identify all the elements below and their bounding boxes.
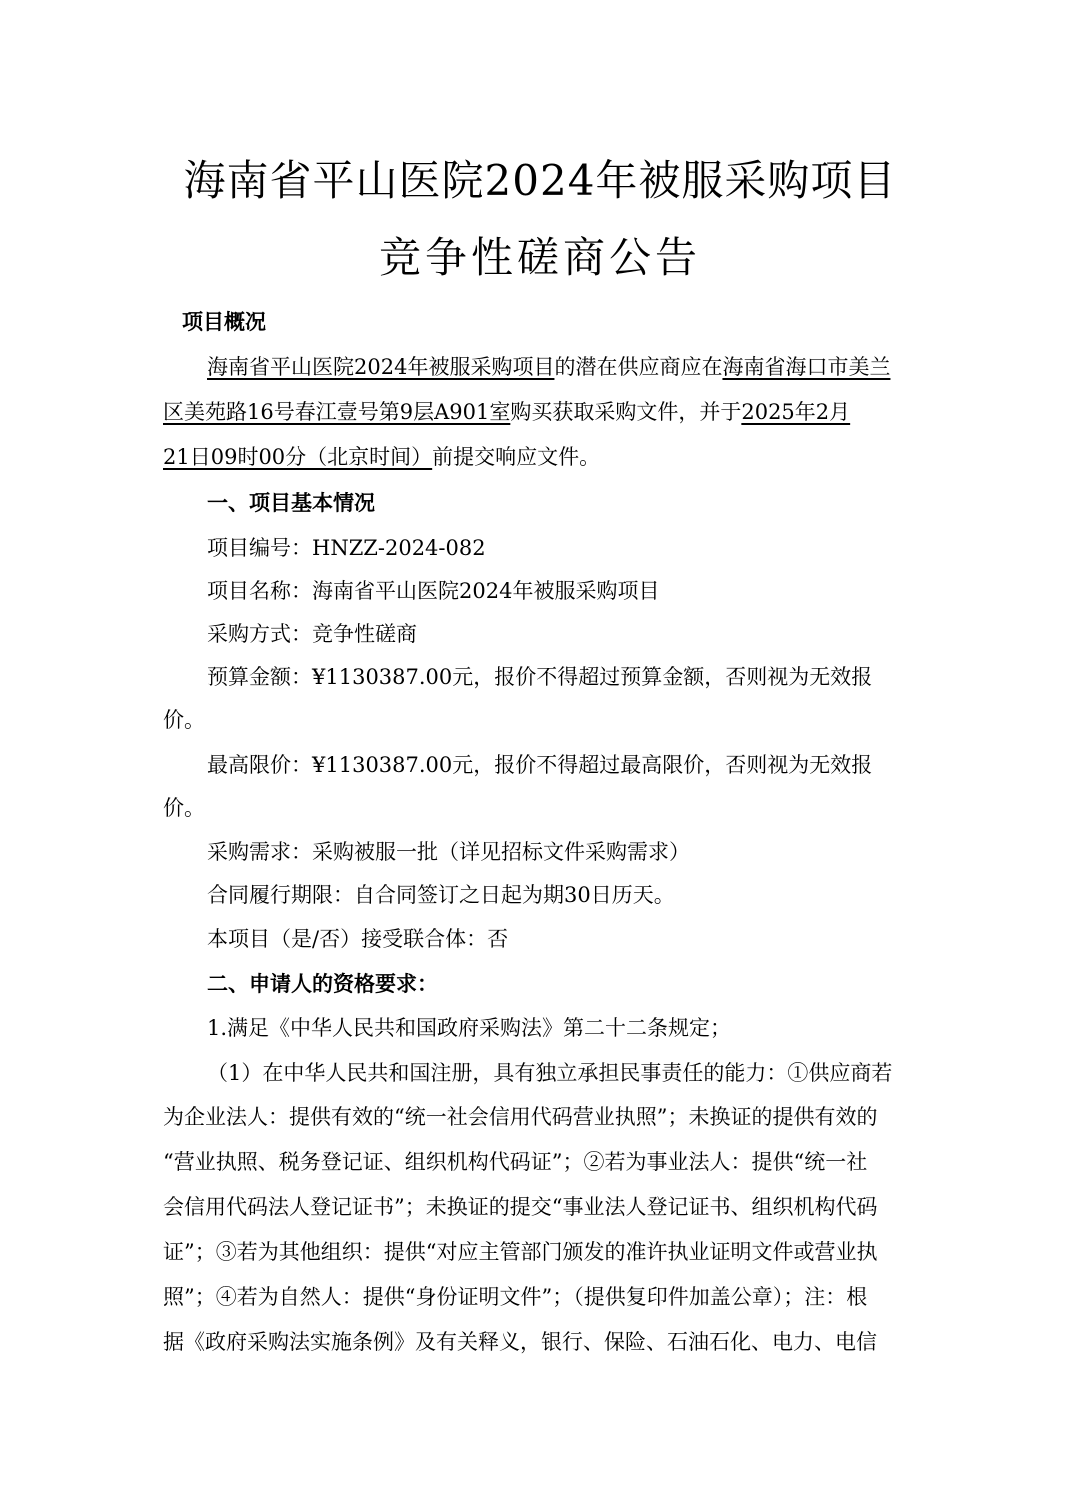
- max-price-line2: 价。: [163, 796, 205, 820]
- requirement-paragraph-line: 为企业法人：提供有效的“统一社会信用代码营业执照”；未换证的提供有效的: [163, 1105, 878, 1129]
- deadline-underlined-cont: 21日09时00分（北京时间）: [163, 445, 433, 469]
- requirement-paragraph-line: （1）在中华人民共和国注册，具有独立承担民事责任的能力：①供应商若: [207, 1061, 893, 1085]
- project-name: 项目名称：海南省平山医院2024年被服采购项目: [207, 579, 660, 603]
- requirement-paragraph-line: “营业执照、税务登记证、组织机构代码证”；②若为事业法人：提供“统一社: [163, 1150, 868, 1174]
- procurement-method: 采购方式：竞争性磋商: [207, 622, 417, 646]
- overview-paragraph-line2: [163, 397, 850, 427]
- address-underlined-cont: 区美苑路16号春江壹号第9层A901室: [163, 400, 511, 424]
- project-name-underlined: 海南省平山医院2024年被服采购项目: [207, 355, 555, 379]
- budget-line1: 预算金额：¥1130387.00元，报价不得超过预算金额，否则视为无效报: [207, 665, 873, 689]
- requirement-paragraph-line: 证”；③若为其他组织：提供“对应主管部门颁发的准许执业证明文件或营业执: [163, 1240, 878, 1264]
- project-number: 项目编号：HNZZ-2024-082: [207, 536, 486, 560]
- address-underlined: 海南省海口市美兰: [722, 355, 891, 379]
- overview-heading: 项目概况: [182, 310, 266, 334]
- budget-line2: 价。: [163, 708, 205, 732]
- overview-text: 购买获取采购文件，并于: [510, 400, 742, 424]
- consortium-accepted: 本项目（是/否）接受联合体：否: [207, 927, 509, 951]
- requirement-item1: 1.满足《中华人民共和国政府采购法》第二十二条规定；: [207, 1016, 732, 1040]
- overview-paragraph-line1: [207, 352, 890, 382]
- requirement-paragraph-line: 据《政府采购法实施条例》及有关释义，银行、保险、石油石化、电力、电信: [163, 1330, 877, 1354]
- document-title-line2: 竞争性磋商公告: [378, 233, 701, 282]
- overview-text: 的潜在供应商应在: [554, 355, 723, 379]
- overview-text: 前提交响应文件。: [432, 445, 601, 469]
- procurement-demand: 采购需求：采购被服一批（详见招标文件采购需求）: [207, 840, 690, 864]
- contract-period: 合同履行期限：自合同签订之日起为期30日历天。: [207, 883, 675, 907]
- section1-heading: 一、项目基本情况: [207, 491, 375, 515]
- section2-heading: 二、申请人的资格要求：: [207, 972, 438, 996]
- requirement-paragraph-line: 会信用代码法人登记证书”；未换证的提交“事业法人登记证书、组织机构代码: [163, 1195, 878, 1219]
- overview-paragraph-line3: [163, 442, 600, 472]
- deadline-underlined: 2025年2月: [741, 400, 851, 424]
- max-price-line1: 最高限价：¥1130387.00元，报价不得超过最高限价，否则视为无效报: [207, 753, 873, 777]
- requirement-paragraph-line: 照”；④若为自然人：提供“身份证明文件”；（提供复印件加盖公章）；注：根: [163, 1285, 868, 1309]
- document-title-line1: 海南省平山医院2024年被服采购项目: [183, 156, 897, 205]
